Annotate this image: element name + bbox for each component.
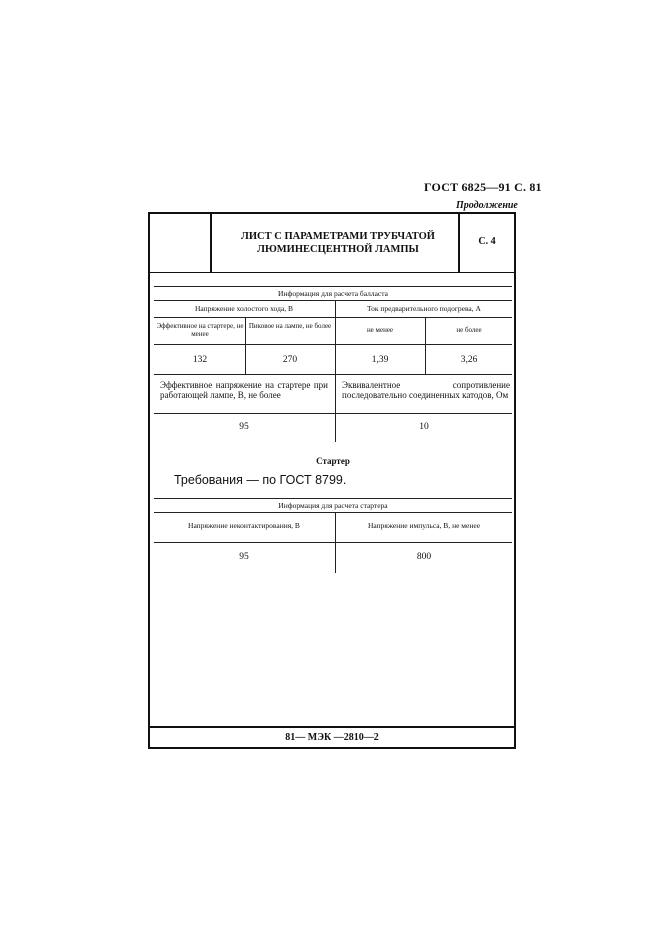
starter-top-rule — [154, 498, 512, 499]
ballast-column-rule — [154, 344, 512, 345]
col-peak-on-lamp: Пиковое на лампе, не более — [248, 322, 332, 330]
sheet-frame — [148, 212, 516, 749]
col-max: не более — [456, 326, 482, 334]
value-pulse-voltage: 800 — [416, 552, 432, 562]
document-code: ГОСТ 6825—91 С. 81 — [424, 180, 542, 194]
starter-caption: Информация для расчета стартера — [278, 501, 388, 510]
starter-column-rule — [154, 542, 512, 543]
preheat-current-header: Ток предварительного подогрева, А — [367, 304, 481, 313]
ballast-top-rule — [154, 286, 512, 287]
open-circuit-voltage-header: Напряжение холостого хода, В — [195, 304, 293, 313]
col-pulse-voltage: Напряжение импульса, В, не менее — [367, 521, 481, 530]
value-non-contact-voltage: 95 — [239, 552, 249, 562]
effective-voltage-label: Эффективное напряжение на стартере при работающей лампе, В, не более — [160, 380, 328, 400]
starter-center-divider — [335, 513, 336, 573]
equivalent-resistance-value: 10 — [419, 422, 429, 432]
col-non-contact-voltage: Напряжение неконтактирования, В — [188, 521, 300, 530]
title-divider-left — [210, 214, 212, 272]
ballast-left-divider — [245, 318, 246, 374]
sheet-code: С. 4 — [478, 236, 496, 247]
ballast-right-divider — [425, 318, 426, 374]
ballast-text-rule — [154, 413, 512, 414]
sheet-title-box — [150, 214, 514, 273]
col-min: не менее — [366, 326, 394, 334]
starter-heading: Стартер — [316, 456, 350, 466]
equivalent-resistance-label: Эквивалентное сопротивление последовательно соединенных катодов, Ом — [342, 380, 510, 400]
sheet-title: ЛИСТ С ПАРАМЕТРАМИ ТРУБЧАТОЙ ЛЮМИНЕСЦЕНТНОЙ ЛАМПЫ — [241, 231, 435, 255]
value-preheat-min: 1,39 — [371, 355, 389, 365]
starter-caption-rule — [154, 512, 512, 513]
ballast-center-divider — [335, 301, 336, 442]
ballast-caption: Информация для расчета балласта — [278, 289, 388, 298]
value-preheat-max: 3,26 — [460, 355, 478, 365]
ballast-group-rule — [154, 317, 512, 318]
footer-rule — [150, 726, 514, 728]
col-effective-on-starter: Эффективное на стартере, не менее — [156, 322, 244, 338]
starter-requirements: Требования — по ГОСТ 8799. — [174, 473, 347, 487]
continuation-label: Продолжение — [456, 200, 518, 211]
effective-voltage-value: 95 — [239, 422, 249, 432]
value-effective-on-starter: 132 — [192, 355, 208, 365]
ballast-caption-rule — [154, 300, 512, 301]
value-peak-on-lamp: 270 — [282, 355, 298, 365]
footer-code: 81— МЭК —2810—2 — [285, 732, 379, 743]
ballast-values-rule — [154, 374, 512, 375]
